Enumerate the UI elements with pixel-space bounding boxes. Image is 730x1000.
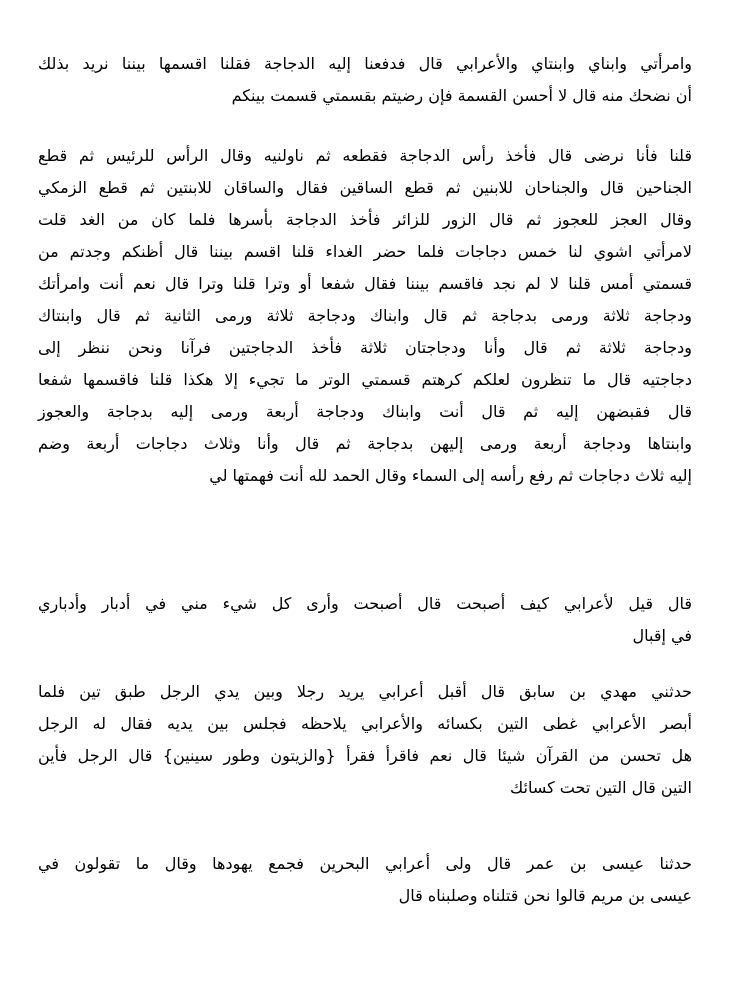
text-line: قال فقبضهن إليه ثم قال أنت وابناك ودجاجة أربعة ورمى إليه بدجاجة والعجوز [38, 402, 692, 421]
text-line: وامرأتي وابناي وابنتاي والأعرابي قال فدفعنا إليه الدجاجة فقلنا اقسمها بيننا نريد بذلك [38, 54, 692, 73]
text-line: حدثنا عيسى بن عمر قال ولى أعرابي البحرين فجمع يهودها وقال ما تقولون في [38, 854, 692, 873]
text-line: في إقبال [632, 626, 692, 645]
text-line: لامرأتي اشوي لنا خمس دجاجات فلما حضر الغداء قلنا اقسم بيننا قال أظنكم وجدتم من [38, 242, 692, 261]
text-line: هل تحسن من القرآن شيئا قال نعم فاقرأ فقرأ {والزيتون وطور سينين} قال الرجل فأين [38, 746, 692, 765]
paragraph-2 [38, 140, 692, 492]
text-line: قلنا فأنا نرضى قال فأخذ رأس الدجاجة فقطعه ثم ناولنيه وقال الرأس للرئيس ثم قطع [38, 146, 692, 165]
text-line: حدثني مهدي بن سابق قال أقبل أعرابي يريد رجلا وبين يدي الرجل طبق تين فلما [38, 682, 692, 701]
text-line: عيسى بن مريم قالوا نحن قتلناه وصلبناه قال [398, 886, 692, 905]
text-line: دجاجتيه قال ما تنظرون لعلكم كرهتم قسمتي الوتر ما تجيء إلا هكذا قلنا فاقسمها شفعا [38, 370, 692, 389]
text-line: أن نضحك منه قال لا أحسن القسمة فإن رضيتم بقسمتي قسمت بينكم [231, 86, 692, 105]
paragraph-3 [38, 588, 692, 652]
text-line: ودجاجة ثلاثة ورمى بدجاجة ثم قال وابناك ودجاجة ثلاثة ورمى الثانية ثم قال وابنتاك [38, 306, 692, 325]
paragraph-1 [38, 48, 692, 112]
text-line: قسمتي أمس قلنا لا لم نجد فاقسم بيننا فقال شفعا أو وترا قلنا وترا قال نعم أنت وامرأتك [38, 274, 692, 293]
text-line: وقال العجز للعجوز ثم قال الزور للزائر فأخذ الدجاجة بأسرها فلما كان من الغد قلت [38, 210, 692, 229]
text-line: إليه ثلاث دجاجات ثم رفع رأسه إلى السماء وقال الحمد لله أنت فهمتها لي [209, 466, 692, 485]
text-line: الجناحين قال والجناحان للابنين ثم قطع الساقين فقال والساقان للابنتين ثم قطع الزمكي [38, 178, 692, 197]
paragraph-5 [38, 848, 692, 912]
text-line: أبصر الأعرابي غطى التين بكسائه والأعرابي يلاحظه فجلس بين يديه فقال له الرجل [38, 714, 692, 733]
text-line: وابنتاها ودجاجة أربعة ورمى إليهن بدجاجة ثم قال وأنا وثلاث دجاجات أربعة وضم [38, 434, 692, 453]
text-line: التين قال التين تحت كسائك [510, 778, 692, 797]
paragraph-4 [38, 676, 692, 804]
text-line: ودجاجة ثلاثة ثم قال وأنا ودجاجتان ثلاثة فأخذ الدجاجتين فرآنا ونحن ننظر إلى [38, 338, 692, 357]
text-line: قال قيل لأعرابي كيف أصبحت قال أصبحت وأرى كل شيء مني في أدبار وأدباري [38, 594, 692, 613]
